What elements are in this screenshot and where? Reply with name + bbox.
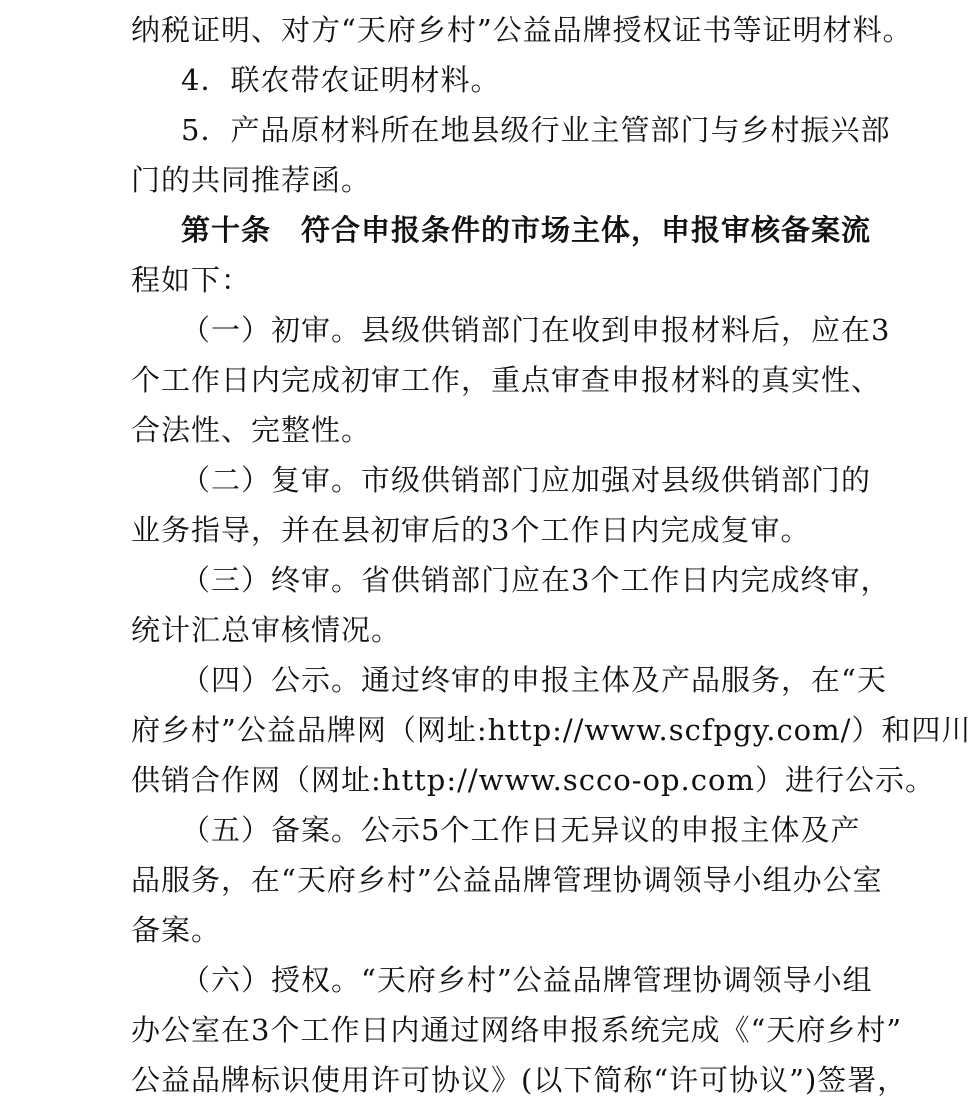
text-line: 程如下： — [131, 263, 252, 297]
text-line: 府乡村”公益品牌网（网址:http://www.scfpgy.com/）和四川 — [131, 713, 971, 747]
text-line: （四）公示。通过终审的申报主体及产品服务，在“天 — [181, 663, 887, 697]
text-line: 公益品牌标识使用许可协议》(以下简称“许可协议”)签署， — [131, 1063, 908, 1097]
text-line: 合法性、完整性。 — [131, 413, 372, 447]
text-line: （二）复审。市级供销部门应加强对县级供销部门的 — [181, 463, 872, 497]
text-line: 纳税证明、对方“天府乡村”公益品牌授权证书等证明材料。 — [131, 13, 913, 47]
text-line: （一）初审。县级供销部门在收到申报材料后，应在3 — [181, 313, 891, 347]
text-line: 4．联农带农证明材料。 — [181, 63, 501, 97]
text-line: （五）备案。公示5个工作日无异议的申报主体及产 — [181, 813, 861, 847]
text-line: 业务指导，并在县初审后的3个工作日内完成复审。 — [131, 513, 811, 547]
text-line: 门的共同推荐函。 — [131, 163, 372, 197]
text-line: （三）终审。省供销部门应在3个工作日内完成终审， — [181, 563, 891, 597]
text-line: 个工作日内完成初审工作，重点审查申报材料的真实性、 — [131, 363, 882, 397]
text-line: 备案。 — [131, 913, 222, 947]
text-line: 品服务，在“天府乡村”公益品牌管理协调领导小组办公室 — [131, 863, 883, 897]
text-line: 统计汇总审核情况。 — [131, 613, 402, 647]
text-line: （六）授权。“天府乡村”公益品牌管理协调领导小组 — [181, 963, 873, 997]
article-heading: 第十条 符合申报条件的市场主体，申报审核备案流 — [181, 213, 872, 247]
text-line: 5．产品原材料所在地县级行业主管部门与乡村振兴部 — [181, 113, 891, 147]
text-line: 办公室在3个工作日内通过网络申报系统完成《“天府乡村” — [131, 1013, 903, 1047]
text-line: 供销合作网（网址:http://www.scco-op.com）进行公示。 — [131, 763, 935, 797]
